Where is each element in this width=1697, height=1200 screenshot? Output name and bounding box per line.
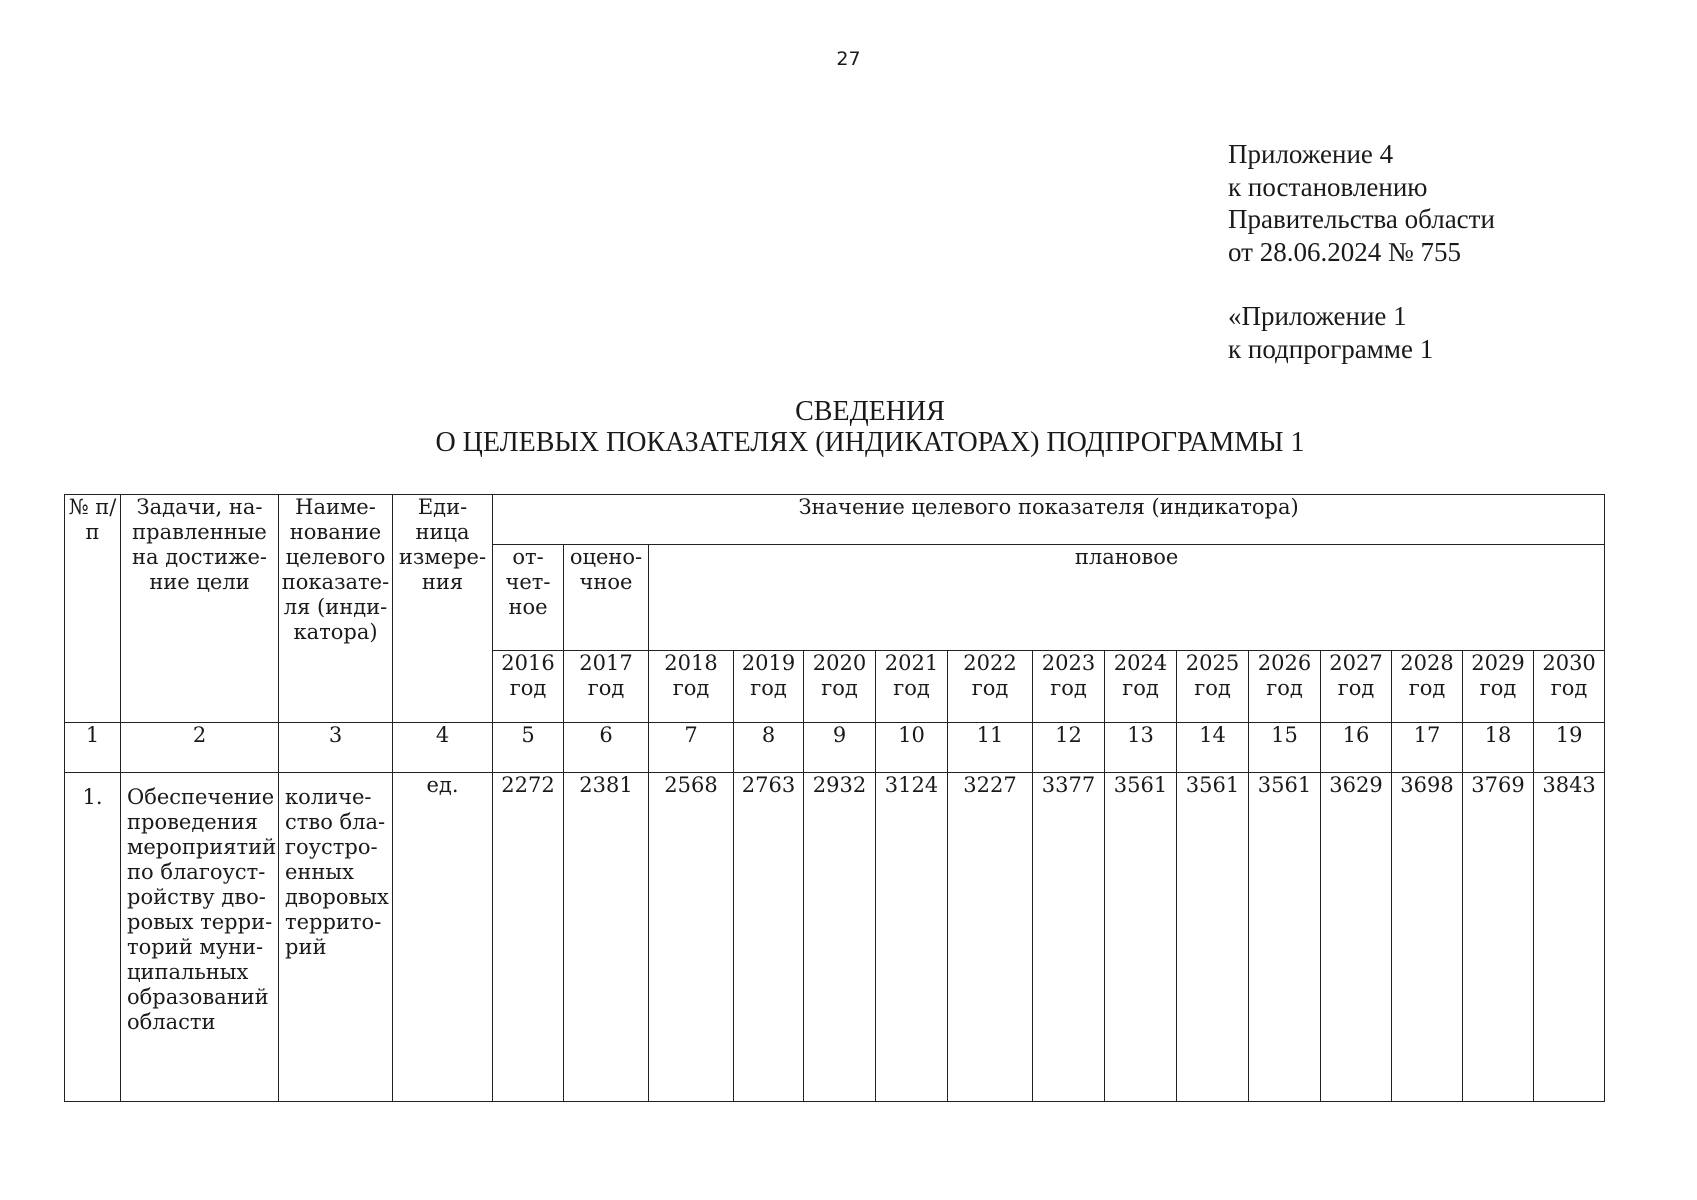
year-cell: 2016 год (493, 651, 564, 723)
appendix-line: Правительства области (1228, 204, 1495, 234)
title-line-1: СВЕДЕНИЯ (795, 396, 945, 427)
title-line-2: О ЦЕЛЕВЫХ ПОКАЗАТЕЛЯХ (ИНДИКАТОРАХ) ПОДПРОГРАММЫ 1 (435, 427, 1305, 458)
column-number: 8 (734, 723, 804, 773)
row-number: 1. (65, 773, 121, 1102)
column-number: 14 (1177, 723, 1249, 773)
column-number: 9 (804, 723, 876, 773)
column-number: 1 (65, 723, 121, 773)
header-tasks: Задачи, на-правленные на достиже-ние цели (121, 495, 279, 723)
value-cell: 3769 (1463, 773, 1534, 1102)
column-number: 15 (1249, 723, 1321, 773)
column-number: 2 (121, 723, 279, 773)
year-cell: 2020 год (804, 651, 876, 723)
year-cell: 2018 год (649, 651, 734, 723)
appendix-block (1228, 138, 1495, 365)
header-reported: от-чет-ное (493, 545, 564, 651)
column-number: 13 (1105, 723, 1177, 773)
year-cell: 2028 год (1392, 651, 1463, 723)
column-number: 6 (564, 723, 649, 773)
value-cell: 3561 (1177, 773, 1249, 1102)
row-unit: ед. (393, 773, 493, 1102)
year-cell: 2030 год (1534, 651, 1605, 723)
sub-appendix-line: «Приложение 1 (1228, 301, 1407, 331)
row-indicator: количе-ство бла-гоустро-енных дворовых террито-рий (279, 773, 393, 1102)
year-cell: 2021 год (876, 651, 948, 723)
appendix-line: Приложение 4 (1228, 139, 1394, 169)
header-unit: Еди-ница измере-ния (393, 495, 493, 723)
value-cell: 2763 (734, 773, 804, 1102)
year-cell: 2025 год (1177, 651, 1249, 723)
appendix-line: к постановлению (1228, 171, 1428, 202)
header-num: № п/п (65, 495, 121, 723)
column-number: 16 (1321, 723, 1392, 773)
header-value-group: Значение целевого показателя (индикатора) (493, 495, 1605, 545)
year-cell: 2027 год (1321, 651, 1392, 723)
sub-appendix-line: к подпрограмме 1 (1228, 333, 1434, 364)
value-cell: 3698 (1392, 773, 1463, 1102)
value-cell: 3843 (1534, 773, 1605, 1102)
column-numbers-row (65, 723, 1605, 773)
year-cell: 2017 год (564, 651, 649, 723)
value-cell: 2568 (649, 773, 734, 1102)
column-number: 3 (279, 723, 393, 773)
value-cell: 3561 (1105, 773, 1177, 1102)
year-cell: 2029 год (1463, 651, 1534, 723)
header-estimated: оцено-чное (564, 545, 649, 651)
year-cell: 2023 год (1033, 651, 1105, 723)
column-number: 18 (1463, 723, 1534, 773)
column-number: 4 (393, 723, 493, 773)
page-number: 27 (836, 48, 861, 70)
document-title (0, 396, 1697, 458)
column-number: 19 (1534, 723, 1605, 773)
year-cell: 2026 год (1249, 651, 1321, 723)
column-number: 17 (1392, 723, 1463, 773)
header-row (65, 495, 1605, 545)
column-number: 11 (948, 723, 1033, 773)
value-cell: 2932 (804, 773, 876, 1102)
column-number: 12 (1033, 723, 1105, 773)
value-cell: 3629 (1321, 773, 1392, 1102)
value-cell: 3124 (876, 773, 948, 1102)
value-cell: 2272 (493, 773, 564, 1102)
value-cell: 3377 (1033, 773, 1105, 1102)
column-number: 5 (493, 723, 564, 773)
column-number: 7 (649, 723, 734, 773)
column-number: 10 (876, 723, 948, 773)
header-planned: плановое (649, 545, 1605, 651)
indicators-table (64, 494, 1605, 1102)
year-cell: 2019 год (734, 651, 804, 723)
value-cell: 3561 (1249, 773, 1321, 1102)
table-row (65, 773, 1605, 1102)
value-cell: 3227 (948, 773, 1033, 1102)
year-cell: 2022 год (948, 651, 1033, 723)
header-indicator-name: Наиме-нование целевого показате-ля (инди-катора) (279, 495, 393, 723)
row-task: Обеспечение проведения мероприятий по благоуст-ройству дво-ровых терри-торий муни-ципальных образований области (121, 773, 279, 1102)
value-cell: 2381 (564, 773, 649, 1102)
year-cell: 2024 год (1105, 651, 1177, 723)
appendix-line: от 28.06.2024 № 755 (1228, 236, 1461, 267)
